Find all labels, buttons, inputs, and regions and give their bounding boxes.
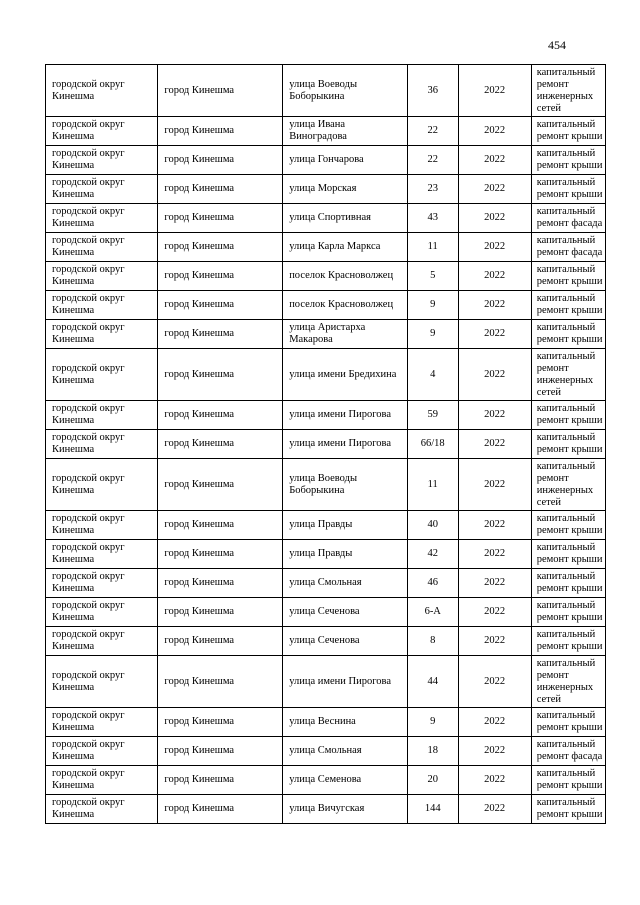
work-type-cell: капитальный ремонт крыши — [531, 569, 605, 598]
house-number-cell: 36 — [407, 65, 458, 117]
work-type-cell: капитальный ремонт крыши — [531, 511, 605, 540]
table-row — [46, 598, 606, 627]
year-cell: 2022 — [458, 204, 531, 233]
town-cell: город Кинешма — [158, 204, 283, 233]
house-number-cell: 23 — [407, 175, 458, 204]
house-number-cell: 11 — [407, 459, 458, 511]
table-row — [46, 117, 606, 146]
work-type-cell: капитальный ремонт крыши — [531, 146, 605, 175]
work-type-cell: капитальный ремонт крыши — [531, 430, 605, 459]
town-cell: город Кинешма — [158, 540, 283, 569]
work-type-cell: капитальный ремонт крыши — [531, 262, 605, 291]
table-row — [46, 656, 606, 708]
town-cell: город Кинешма — [158, 737, 283, 766]
table-row — [46, 795, 606, 824]
street-cell: улица имени Пирогова — [283, 401, 408, 430]
district-cell: городской округ Кинешма — [46, 65, 158, 117]
year-cell: 2022 — [458, 540, 531, 569]
street-cell: улица Правды — [283, 511, 408, 540]
house-number-cell: 66/18 — [407, 430, 458, 459]
table-row — [46, 262, 606, 291]
town-cell: город Кинешма — [158, 430, 283, 459]
town-cell: город Кинешма — [158, 511, 283, 540]
work-type-cell: капитальный ремонт фасада — [531, 737, 605, 766]
house-number-cell: 22 — [407, 146, 458, 175]
table-row — [46, 65, 606, 117]
year-cell: 2022 — [458, 511, 531, 540]
town-cell: город Кинешма — [158, 598, 283, 627]
house-number-cell: 20 — [407, 766, 458, 795]
town-cell: город Кинешма — [158, 146, 283, 175]
district-cell: городской округ Кинешма — [46, 291, 158, 320]
house-number-cell: 42 — [407, 540, 458, 569]
town-cell: город Кинешма — [158, 65, 283, 117]
house-number-cell: 6-А — [407, 598, 458, 627]
year-cell: 2022 — [458, 233, 531, 262]
table-row — [46, 430, 606, 459]
street-cell: улица Сеченова — [283, 627, 408, 656]
street-cell: улица Воеводы Боборыкина — [283, 459, 408, 511]
repair-plan-table — [45, 64, 606, 824]
district-cell: городской округ Кинешма — [46, 766, 158, 795]
year-cell: 2022 — [458, 656, 531, 708]
work-type-cell: капитальный ремонт крыши — [531, 401, 605, 430]
year-cell: 2022 — [458, 65, 531, 117]
town-cell: город Кинешма — [158, 401, 283, 430]
district-cell: городской округ Кинешма — [46, 204, 158, 233]
year-cell: 2022 — [458, 349, 531, 401]
house-number-cell: 9 — [407, 708, 458, 737]
year-cell: 2022 — [458, 569, 531, 598]
house-number-cell: 59 — [407, 401, 458, 430]
table-row — [46, 146, 606, 175]
year-cell: 2022 — [458, 175, 531, 204]
district-cell: городской округ Кинешма — [46, 459, 158, 511]
year-cell: 2022 — [458, 262, 531, 291]
street-cell: улица Карла Маркса — [283, 233, 408, 262]
work-type-cell: капитальный ремонт крыши — [531, 795, 605, 824]
district-cell: городской округ Кинешма — [46, 708, 158, 737]
year-cell: 2022 — [458, 737, 531, 766]
street-cell: улица Вичугская — [283, 795, 408, 824]
town-cell: город Кинешма — [158, 175, 283, 204]
town-cell: город Кинешма — [158, 627, 283, 656]
street-cell: улица Ивана Виноградова — [283, 117, 408, 146]
district-cell: городской округ Кинешма — [46, 175, 158, 204]
table-row — [46, 627, 606, 656]
street-cell: улица Аристарха Макарова — [283, 320, 408, 349]
house-number-cell: 4 — [407, 349, 458, 401]
town-cell: город Кинешма — [158, 459, 283, 511]
table-row — [46, 737, 606, 766]
table-row — [46, 401, 606, 430]
work-type-cell: капитальный ремонт инженерных сетей — [531, 656, 605, 708]
work-type-cell: капитальный ремонт крыши — [531, 291, 605, 320]
district-cell: городской округ Кинешма — [46, 737, 158, 766]
table-row — [46, 459, 606, 511]
street-cell: улица Спортивная — [283, 204, 408, 233]
house-number-cell: 43 — [407, 204, 458, 233]
town-cell: город Кинешма — [158, 262, 283, 291]
table-row — [46, 233, 606, 262]
district-cell: городской округ Кинешма — [46, 320, 158, 349]
year-cell: 2022 — [458, 627, 531, 656]
district-cell: городской округ Кинешма — [46, 401, 158, 430]
table-row — [46, 320, 606, 349]
house-number-cell: 46 — [407, 569, 458, 598]
year-cell: 2022 — [458, 291, 531, 320]
street-cell: улица Морская — [283, 175, 408, 204]
work-type-cell: капитальный ремонт крыши — [531, 540, 605, 569]
table-row — [46, 175, 606, 204]
table-body — [46, 65, 606, 824]
table-row — [46, 511, 606, 540]
district-cell: городской округ Кинешма — [46, 233, 158, 262]
year-cell: 2022 — [458, 430, 531, 459]
table-row — [46, 204, 606, 233]
town-cell: город Кинешма — [158, 320, 283, 349]
year-cell: 2022 — [458, 117, 531, 146]
district-cell: городской округ Кинешма — [46, 795, 158, 824]
district-cell: городской округ Кинешма — [46, 569, 158, 598]
house-number-cell: 44 — [407, 656, 458, 708]
district-cell: городской округ Кинешма — [46, 117, 158, 146]
table-row — [46, 708, 606, 737]
street-cell: улица Гончарова — [283, 146, 408, 175]
work-type-cell: капитальный ремонт инженерных сетей — [531, 65, 605, 117]
work-type-cell: капитальный ремонт крыши — [531, 766, 605, 795]
district-cell: городской округ Кинешма — [46, 627, 158, 656]
street-cell: улица Семенова — [283, 766, 408, 795]
town-cell: город Кинешма — [158, 291, 283, 320]
town-cell: город Кинешма — [158, 708, 283, 737]
street-cell: улица Сеченова — [283, 598, 408, 627]
town-cell: город Кинешма — [158, 233, 283, 262]
town-cell: город Кинешма — [158, 349, 283, 401]
house-number-cell: 9 — [407, 320, 458, 349]
work-type-cell: капитальный ремонт крыши — [531, 598, 605, 627]
year-cell: 2022 — [458, 320, 531, 349]
town-cell: город Кинешма — [158, 117, 283, 146]
year-cell: 2022 — [458, 708, 531, 737]
table-row — [46, 540, 606, 569]
year-cell: 2022 — [458, 459, 531, 511]
street-cell: улица Правды — [283, 540, 408, 569]
work-type-cell: капитальный ремонт крыши — [531, 175, 605, 204]
year-cell: 2022 — [458, 146, 531, 175]
year-cell: 2022 — [458, 795, 531, 824]
district-cell: городской округ Кинешма — [46, 349, 158, 401]
work-type-cell: капитальный ремонт крыши — [531, 117, 605, 146]
street-cell: улица имени Пирогова — [283, 656, 408, 708]
work-type-cell: капитальный ремонт инженерных сетей — [531, 459, 605, 511]
work-type-cell: капитальный ремонт фасада — [531, 233, 605, 262]
table-row — [46, 349, 606, 401]
town-cell: город Кинешма — [158, 795, 283, 824]
year-cell: 2022 — [458, 598, 531, 627]
work-type-cell: капитальный ремонт фасада — [531, 204, 605, 233]
district-cell: городской округ Кинешма — [46, 598, 158, 627]
street-cell: поселок Красноволжец — [283, 262, 408, 291]
town-cell: город Кинешма — [158, 569, 283, 598]
work-type-cell: капитальный ремонт инженерных сетей — [531, 349, 605, 401]
work-type-cell: капитальный ремонт крыши — [531, 708, 605, 737]
street-cell: улица Веснина — [283, 708, 408, 737]
district-cell: городской округ Кинешма — [46, 540, 158, 569]
district-cell: городской округ Кинешма — [46, 656, 158, 708]
street-cell: улица имени Пирогова — [283, 430, 408, 459]
house-number-cell: 9 — [407, 291, 458, 320]
district-cell: городской округ Кинешма — [46, 511, 158, 540]
house-number-cell: 18 — [407, 737, 458, 766]
table-row — [46, 766, 606, 795]
house-number-cell: 22 — [407, 117, 458, 146]
house-number-cell: 11 — [407, 233, 458, 262]
street-cell: улица Воеводы Боборыкина — [283, 65, 408, 117]
house-number-cell: 5 — [407, 262, 458, 291]
street-cell: улица имени Бредихина — [283, 349, 408, 401]
street-cell: поселок Красноволжец — [283, 291, 408, 320]
house-number-cell: 8 — [407, 627, 458, 656]
work-type-cell: капитальный ремонт крыши — [531, 627, 605, 656]
town-cell: город Кинешма — [158, 656, 283, 708]
table-row — [46, 569, 606, 598]
street-cell: улица Смольная — [283, 737, 408, 766]
year-cell: 2022 — [458, 766, 531, 795]
district-cell: городской округ Кинешма — [46, 146, 158, 175]
district-cell: городской округ Кинешма — [46, 430, 158, 459]
year-cell: 2022 — [458, 401, 531, 430]
page-number: 454 — [548, 38, 566, 52]
table-row — [46, 291, 606, 320]
house-number-cell: 40 — [407, 511, 458, 540]
work-type-cell: капитальный ремонт крыши — [531, 320, 605, 349]
district-cell: городской округ Кинешма — [46, 262, 158, 291]
street-cell: улица Смольная — [283, 569, 408, 598]
town-cell: город Кинешма — [158, 766, 283, 795]
house-number-cell: 144 — [407, 795, 458, 824]
